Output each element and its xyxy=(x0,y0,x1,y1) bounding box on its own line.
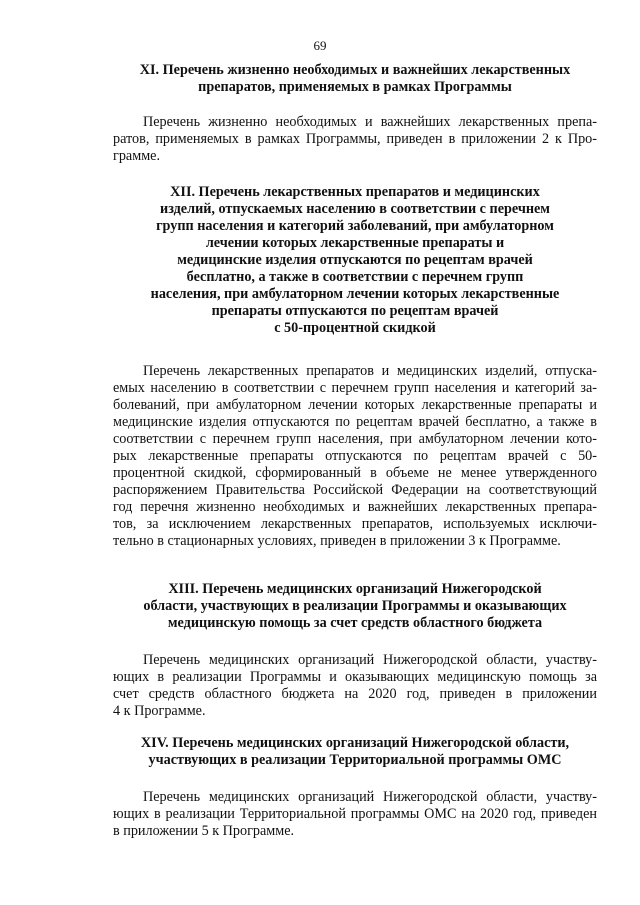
paragraph-line: Перечень жизненно необходимых и важнейших лекарственных препа- xyxy=(143,114,597,130)
paragraph-line: Перечень лекарственных препаратов и медицинских изделий, отпуска- xyxy=(143,363,597,379)
paragraph-line: в приложении 5 к Программе. xyxy=(113,823,295,839)
section-13-paragraph xyxy=(113,652,597,720)
heading-line: XII. Перечень лекарственных препаратов и медицинских xyxy=(170,184,540,200)
heading-line: препаратов, применяемых в рамках Программы xyxy=(198,79,512,95)
paragraph-line: емых населению в соответствии с перечнем групп населения и категорий за- xyxy=(113,380,597,396)
heading-line: медицинскую помощь за счет средств областного бюджета xyxy=(167,615,543,631)
heading-line: изделий, отпускаемых населению в соответствии с перечнем xyxy=(160,201,550,217)
section-12-paragraph xyxy=(113,363,597,550)
section-12 xyxy=(113,184,597,337)
section-13-heading xyxy=(113,581,597,632)
paragraph-line: счет средств областного бюджета на 2020 год, приведен в приложении xyxy=(113,686,597,702)
heading-line: XI. Перечень жизненно необходимых и важнейших лекарственных xyxy=(139,62,571,78)
section-14-paragraph xyxy=(113,789,597,840)
section-14-heading xyxy=(113,735,597,769)
section-14 xyxy=(113,735,597,769)
page-number: 69 xyxy=(313,38,327,53)
section-11-paragraph xyxy=(113,114,597,165)
paragraph-line: Перечень медицинских организаций Нижегородской области, участву- xyxy=(143,789,597,805)
paragraph-line: год перечня жизненно необходимых и важнейших лекарственных препара- xyxy=(113,499,597,515)
paragraph-line: процентной скидкой, сформированный в объеме не менее утвержденного xyxy=(113,465,597,481)
heading-line: бесплатно, а также в соответствии с перечнем групп xyxy=(186,269,524,285)
section-12-heading xyxy=(113,184,597,337)
heading-line: XIV. Перечень медицинских организаций Нижегородской области, xyxy=(140,735,570,751)
heading-line: групп населения и категорий заболеваний, при амбулаторном xyxy=(156,218,554,234)
paragraph-line: тельно в стационарных условиях, приведен в приложении 3 к Программе. xyxy=(113,533,561,549)
paragraph-line: болеваний, при амбулаторном лечении которых лекарственные препараты и xyxy=(113,397,597,413)
heading-line: лечении которых лекарственные препараты и xyxy=(205,235,505,251)
heading-line: XIII. Перечень медицинских организаций Нижегородской xyxy=(168,581,542,597)
paragraph-line: ратов, применяемых в рамках Программы, приведен в приложении 2 к Про- xyxy=(113,131,597,147)
paragraph-line: распоряжением Правительства Российской Федерации на соответствующий xyxy=(113,482,597,498)
heading-line: области, участвующих в реализации Программы и оказывающих xyxy=(143,598,567,614)
paragraph-line: соответствии с перечнем групп населения, при амбулаторном лечении кото- xyxy=(113,431,597,447)
section-13 xyxy=(113,581,597,632)
heading-line: медицинские изделия отпускаются по рецептам врачей xyxy=(177,252,533,268)
paragraph-line: медицинские изделия отпускаются по рецептам врачей бесплатно, а также в xyxy=(113,414,597,430)
paragraph-line: тов, за исключением лекарственных препаратов, используемых исключи- xyxy=(113,516,597,532)
paragraph-line: ющих в реализации Территориальной программы ОМС на 2020 год, приведен xyxy=(113,806,597,822)
paragraph-line: 4 к Программе. xyxy=(113,703,206,719)
heading-line: с 50-процентной скидкой xyxy=(274,320,436,336)
heading-line: участвующих в реализации Территориальной программы ОМС xyxy=(148,752,562,768)
paragraph-line: рых лекарственные препараты отпускаются по рецептам врачей с 50- xyxy=(113,448,597,464)
heading-line: населения, при амбулаторном лечении которых лекарственные xyxy=(150,286,560,302)
paragraph-line: ющих в реализации Программы и оказывающих медицинскую помощь за xyxy=(113,669,597,685)
section-11 xyxy=(113,62,597,96)
heading-line: препараты отпускаются по рецептам врачей xyxy=(211,303,499,319)
paragraph-line: Перечень медицинских организаций Нижегородской области, участву- xyxy=(143,652,597,668)
section-11-heading xyxy=(113,62,597,96)
paragraph-line: грамме. xyxy=(113,148,161,164)
